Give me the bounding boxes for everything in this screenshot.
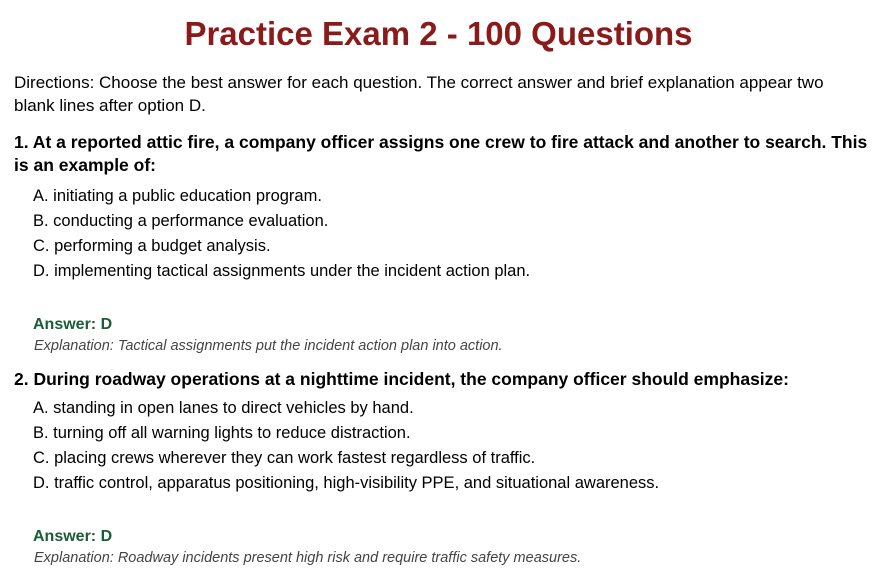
directions-text: Directions: Choose the best answer for each question. The correct answer and brief explanation appear two blank lines after option D. — [14, 73, 824, 115]
option-list — [14, 184, 872, 284]
answer-label: Answer: D — [33, 528, 113, 545]
option-c: C. placing crews wherever they can work fastest regardless of traffic. — [33, 449, 536, 467]
option-a: A. standing in open lanes to direct vehicles by hand. — [33, 399, 414, 417]
question-stem: 1. At a reported attic fire, a company officer assigns one crew to fire attack and another to search. This is an example of: — [14, 132, 868, 175]
option-list — [14, 396, 872, 496]
option-c: C. performing a budget analysis. — [33, 237, 271, 255]
option-b: B. turning off all warning lights to reduce distraction. — [33, 424, 411, 442]
question-1 — [14, 131, 872, 356]
page-title: Practice Exam 2 - 100 Questions — [184, 15, 693, 52]
explanation-text: Explanation: Tactical assignments put the incident action plan into action. — [34, 338, 503, 354]
explanation-text: Explanation: Roadway incidents present high risk and require traffic safety measures. — [34, 550, 582, 566]
question-2 — [14, 368, 872, 568]
option-d: D. traffic control, apparatus positioning, high-visibility PPE, and situational awareness. — [33, 474, 660, 492]
option-d: D. implementing tactical assignments under the incident action plan. — [33, 262, 531, 280]
answer-label: Answer: D — [33, 316, 113, 333]
question-stem: 2. During roadway operations at a nighttime incident, the company officer should emphasize: — [14, 369, 789, 389]
option-a: A. initiating a public education program. — [33, 187, 322, 205]
option-b: B. conducting a performance evaluation. — [33, 212, 329, 230]
